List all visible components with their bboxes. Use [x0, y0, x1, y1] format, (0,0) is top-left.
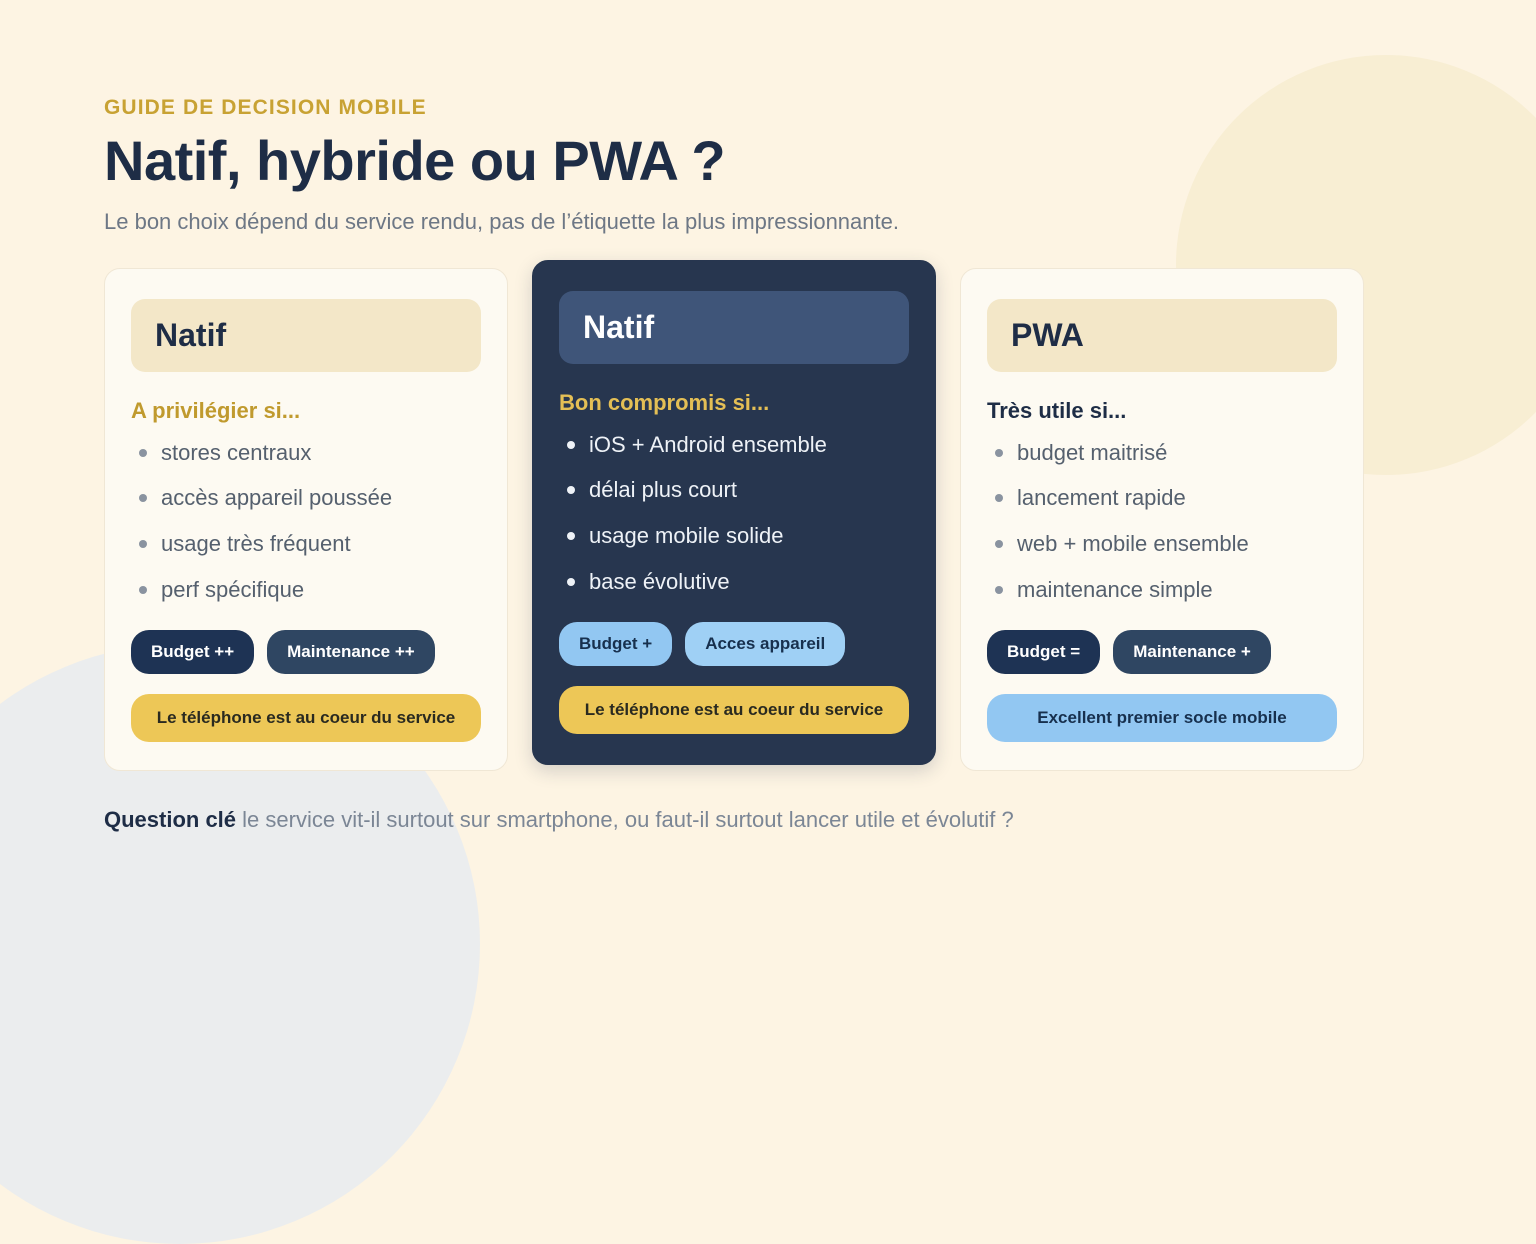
key-question-text: le service vit-il surtout sur smartphone, ou faut-il surtout lancer utile et évolutif ?	[236, 807, 1014, 833]
page-title: Natif, hybride ou PWA ?	[104, 129, 726, 192]
list-item: perf spécifique	[131, 575, 481, 605]
card-footer-pwa: Excellent premier socle mobile	[987, 694, 1337, 742]
page-subtitle: Le bon choix dépend du service rendu, pas de l’étiquette la plus impressionnante.	[104, 208, 899, 234]
status-badge-budget: Budget =	[987, 630, 1100, 674]
status-badge-budget: Budget +	[559, 622, 672, 666]
card-lead-natif: A privilégier si...	[131, 397, 301, 423]
list-item: usage mobile solide	[559, 521, 909, 551]
eyebrow-label: GUIDE DE DECISION MOBILE	[104, 96, 427, 119]
card-footer-hybride: Le téléphone est au coeur du service	[559, 686, 909, 734]
tag-row-natif	[131, 630, 481, 674]
status-badge-acces-appareil: Acces appareil	[685, 622, 845, 666]
card-lead-hybride: Bon compromis si...	[559, 389, 770, 415]
card-title-natif: Natif	[131, 299, 481, 372]
list-item: stores centraux	[131, 438, 481, 468]
list-item: usage très fréquent	[131, 529, 481, 559]
card-title-hybride: Natif	[559, 291, 909, 364]
card-title-pwa: PWA	[987, 299, 1337, 372]
list-item: maintenance simple	[987, 575, 1337, 605]
list-item: iOS + Android ensemble	[559, 430, 909, 460]
card-lead-pwa: Très utile si...	[987, 397, 1127, 423]
bullet-list-hybride	[559, 430, 909, 597]
tag-row-pwa	[987, 630, 1337, 674]
list-item: web + mobile ensemble	[987, 529, 1337, 559]
status-badge-maintenance: Maintenance ++	[267, 630, 435, 674]
list-item: délai plus court	[559, 475, 909, 505]
key-question-label: Question clé	[104, 807, 237, 833]
comparison-cards	[104, 268, 1436, 772]
bullet-list-natif	[131, 438, 481, 605]
card-pwa	[960, 268, 1364, 772]
list-item: budget maitrisé	[987, 438, 1337, 468]
key-question	[104, 805, 1436, 836]
list-item: lancement rapide	[987, 483, 1337, 513]
card-natif	[104, 268, 508, 772]
card-footer-natif: Le téléphone est au coeur du service	[131, 694, 481, 742]
card-hybride	[532, 260, 936, 766]
tag-row-hybride	[559, 622, 909, 666]
bullet-list-pwa	[987, 438, 1337, 605]
list-item: base évolutive	[559, 567, 909, 597]
status-badge-budget: Budget ++	[131, 630, 254, 674]
status-badge-maintenance: Maintenance +	[1113, 630, 1271, 674]
list-item: accès appareil poussée	[131, 483, 481, 513]
